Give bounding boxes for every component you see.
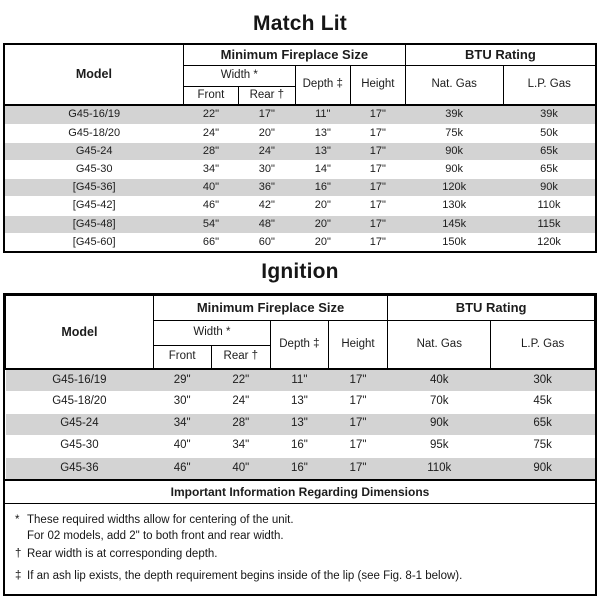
footnote-text: For 02 models, add 2" to both front and rear width. — [27, 529, 284, 542]
table-cell: G45-18/20 — [6, 391, 154, 413]
info-banner: Important Information Regarding Dimensions — [5, 479, 595, 504]
table-cell: 48" — [238, 215, 295, 233]
ignition-table-header — [6, 295, 595, 369]
footnotes — [5, 504, 595, 594]
table-cell: 30" — [153, 391, 211, 413]
table-row — [4, 197, 596, 215]
table-cell: 34" — [211, 435, 270, 457]
table-cell: 13" — [295, 142, 350, 160]
ignition-block — [3, 293, 597, 596]
table-cell: 90k — [491, 457, 595, 479]
table-cell: 16" — [295, 179, 350, 197]
table-cell: 120k — [405, 179, 503, 197]
table-cell: 30" — [238, 160, 295, 178]
table-cell: 65k — [503, 160, 596, 178]
table-cell: 40k — [388, 369, 491, 391]
column-header-nat-gas: Nat. Gas — [405, 65, 503, 105]
table-cell: 40" — [183, 179, 238, 197]
table-cell: 17" — [350, 105, 405, 124]
table-cell: 90k — [405, 142, 503, 160]
column-header-front: Front — [153, 345, 211, 369]
column-header-lp-gas: L.P. Gas — [491, 320, 595, 369]
column-header-height: Height — [328, 320, 387, 369]
table-cell: 22" — [211, 369, 270, 391]
table-cell: G45-16/19 — [4, 105, 183, 124]
double-dagger-marker: ‡ — [15, 569, 22, 582]
table-row — [4, 124, 596, 142]
table-cell: 40" — [153, 435, 211, 457]
table-cell: 17" — [328, 369, 387, 391]
column-group-min-fireplace-size: Minimum Fireplace Size — [153, 295, 387, 320]
table-cell: 90k — [405, 160, 503, 178]
table-row — [6, 435, 595, 457]
table-cell: 66" — [183, 233, 238, 252]
table-row — [4, 105, 596, 124]
table-cell: 14" — [295, 160, 350, 178]
table-cell: 42" — [238, 197, 295, 215]
table-row — [4, 142, 596, 160]
table-cell: 17" — [238, 105, 295, 124]
table-cell: 29" — [153, 369, 211, 391]
table-cell: 39k — [503, 105, 596, 124]
table-cell: 20" — [295, 233, 350, 252]
match-lit-table-body — [4, 105, 596, 252]
table-cell: 110k — [388, 457, 491, 479]
table-cell: 95k — [388, 435, 491, 457]
table-cell: 46" — [153, 457, 211, 479]
match-lit-table-header — [4, 44, 596, 105]
table-row — [6, 369, 595, 391]
column-header-model: Model — [4, 44, 183, 105]
table-cell: 65k — [503, 142, 596, 160]
table-cell: 50k — [503, 124, 596, 142]
table-cell: 34" — [183, 160, 238, 178]
table-cell: 20" — [238, 124, 295, 142]
table-cell: 54" — [183, 215, 238, 233]
table-cell: 17" — [328, 457, 387, 479]
table-cell: 90k — [388, 413, 491, 435]
table-cell: 115k — [503, 215, 596, 233]
table-row — [4, 179, 596, 197]
table-row — [4, 160, 596, 178]
table-cell: 120k — [503, 233, 596, 252]
table-cell: 24" — [238, 142, 295, 160]
table-cell: 24" — [211, 391, 270, 413]
table-cell: 145k — [405, 215, 503, 233]
footnote-rear-width — [13, 547, 587, 561]
column-group-btu-rating: BTU Rating — [405, 44, 596, 65]
table-cell: 75k — [405, 124, 503, 142]
footnote-ash-lip — [13, 569, 587, 583]
footnote-widths — [13, 513, 587, 527]
table-cell: 70k — [388, 391, 491, 413]
table-row — [4, 233, 596, 252]
table-cell: 13" — [295, 124, 350, 142]
table-row — [6, 391, 595, 413]
footnote-text: If an ash lip exists, the depth requirement begins inside of the lip (see Fig. 8-1 below). — [27, 569, 463, 582]
table-cell: [G45-48] — [4, 215, 183, 233]
table-cell: 24" — [183, 124, 238, 142]
match-lit-table — [3, 43, 597, 253]
table-cell: G45-18/20 — [4, 124, 183, 142]
footnote-text: Rear width is at corresponding depth. — [27, 548, 218, 561]
table-cell: 20" — [295, 215, 350, 233]
table-cell: 40" — [211, 457, 270, 479]
table-row — [6, 413, 595, 435]
table-cell: 75k — [491, 435, 595, 457]
column-header-model: Model — [6, 295, 154, 369]
table-row — [4, 215, 596, 233]
table-cell: 90k — [503, 179, 596, 197]
ignition-title: Ignition — [261, 259, 339, 283]
table-cell: [G45-60] — [4, 233, 183, 252]
table-cell: [G45-36] — [4, 179, 183, 197]
table-cell: G45-36 — [6, 457, 154, 479]
table-cell: 150k — [405, 233, 503, 252]
table-cell: 28" — [183, 142, 238, 160]
column-header-height: Height — [350, 65, 405, 105]
table-cell: 20" — [295, 197, 350, 215]
table-cell: 36" — [238, 179, 295, 197]
column-header-rear: Rear † — [238, 86, 295, 105]
table-cell: 17" — [350, 142, 405, 160]
table-cell: 17" — [350, 160, 405, 178]
table-cell: 13" — [271, 391, 329, 413]
column-header-depth: Depth ‡ — [271, 320, 329, 369]
table-cell: G45-24 — [6, 413, 154, 435]
table-cell: 17" — [328, 413, 387, 435]
column-header-front: Front — [183, 86, 238, 105]
dagger-marker: † — [15, 548, 22, 561]
table-cell: 11" — [295, 105, 350, 124]
table-cell: 17" — [328, 435, 387, 457]
footnote-text: These required widths allow for centering of the unit. — [27, 514, 294, 527]
table-cell: 60" — [238, 233, 295, 252]
table-cell: 17" — [328, 391, 387, 413]
column-header-lp-gas: L.P. Gas — [503, 65, 596, 105]
table-cell: 130k — [405, 197, 503, 215]
table-cell: 17" — [350, 197, 405, 215]
table-cell: G45-16/19 — [6, 369, 154, 391]
table-cell: 46" — [183, 197, 238, 215]
column-header-rear: Rear † — [211, 345, 270, 369]
asterisk-marker: * — [15, 514, 20, 527]
footnote-widths-continued — [13, 529, 587, 543]
table-cell: [G45-42] — [4, 197, 183, 215]
table-cell: G45-30 — [6, 435, 154, 457]
column-group-min-fireplace-size: Minimum Fireplace Size — [183, 44, 405, 65]
table-cell: 110k — [503, 197, 596, 215]
table-cell: 30k — [491, 369, 595, 391]
table-cell: 17" — [350, 215, 405, 233]
ignition-table-body — [6, 369, 595, 479]
table-cell: 13" — [271, 413, 329, 435]
table-cell: 39k — [405, 105, 503, 124]
table-cell: 45k — [491, 391, 595, 413]
table-cell: G45-24 — [4, 142, 183, 160]
table-cell: 65k — [491, 413, 595, 435]
table-cell: 22" — [183, 105, 238, 124]
table-cell: 16" — [271, 435, 329, 457]
column-header-depth: Depth ‡ — [295, 65, 350, 105]
table-cell: 34" — [153, 413, 211, 435]
table-cell: 11" — [271, 369, 329, 391]
column-header-width: Width * — [183, 65, 295, 86]
table-cell: G45-30 — [4, 160, 183, 178]
table-cell: 17" — [350, 179, 405, 197]
table-cell: 17" — [350, 233, 405, 252]
table-row — [6, 457, 595, 479]
ignition-table — [5, 295, 595, 480]
column-group-btu-rating: BTU Rating — [388, 295, 595, 320]
column-header-nat-gas: Nat. Gas — [388, 320, 491, 369]
column-header-width: Width * — [153, 320, 270, 345]
table-cell: 28" — [211, 413, 270, 435]
table-cell: 17" — [350, 124, 405, 142]
match-lit-title: Match Lit — [253, 12, 347, 35]
table-cell: 16" — [271, 457, 329, 479]
